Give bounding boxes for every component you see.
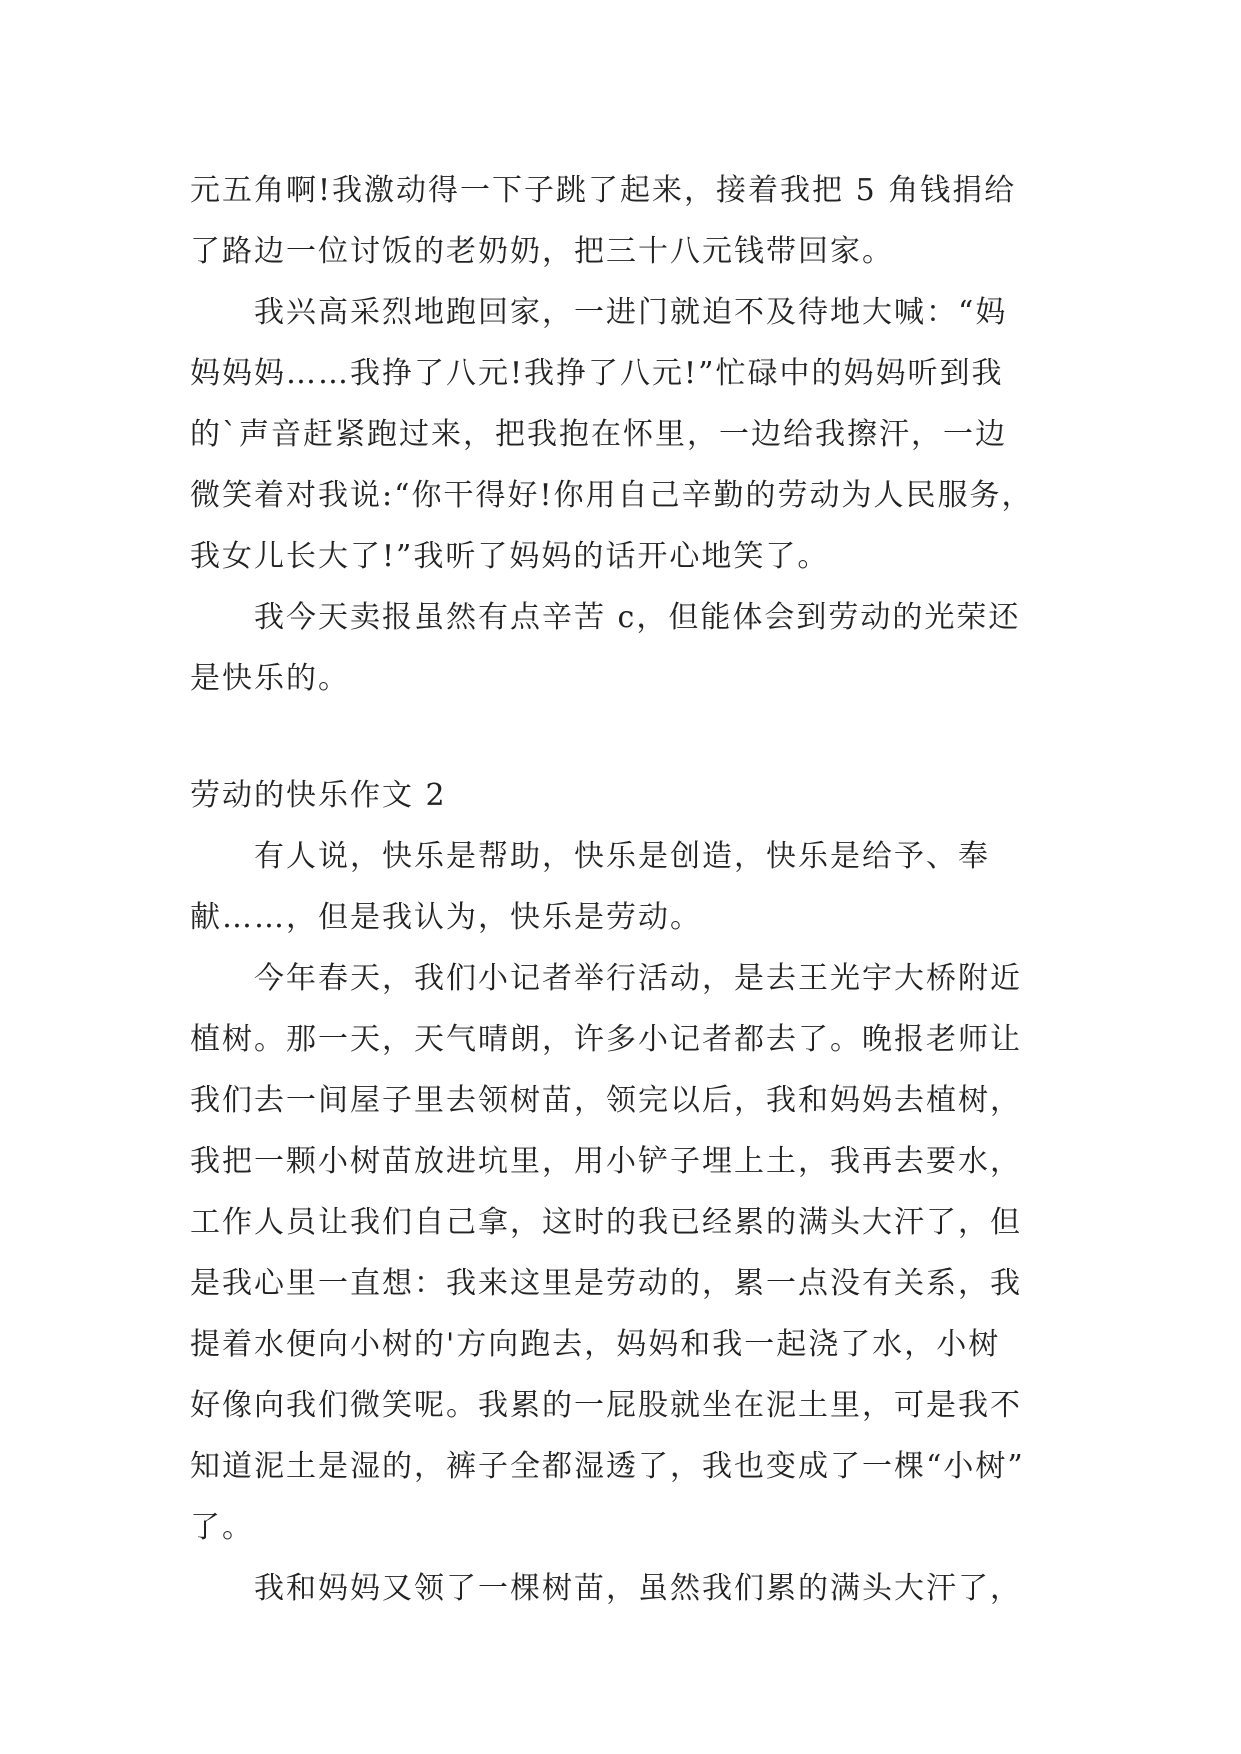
section-spacer — [190, 709, 1070, 765]
text-line: 是我心里一直想：我来这里是劳动的，累一点没有关系，我 — [190, 1266, 1022, 1301]
text-line: 我今天卖报虽然有点辛苦 c，但能体会到劳动的光荣还 — [254, 600, 1021, 635]
text-line: 工作人员让我们自己拿，这时的我已经累的满头大汗了，但 — [190, 1205, 1022, 1240]
text-line: 元五角啊!我激动得一下子跳了起来，接着我把 5 角钱捐给 — [190, 173, 1017, 208]
text-line: 我和妈妈又领了一棵树苗，虽然我们累的满头大汗了， — [254, 1571, 1022, 1606]
text-line: 知道泥土是湿的，裤子全都湿透了，我也变成了一棵“小树” — [190, 1449, 1025, 1484]
text-line: 我把一颗小树苗放进坑里，用小铲子埋上土，我再去要水， — [190, 1144, 1022, 1179]
text-line: 妈妈妈……我挣了八元!我挣了八元!”忙碌中的妈妈听到我 — [190, 356, 1004, 391]
text-line: 我们去一间屋子里去领树苗，领完以后，我和妈妈去植树， — [190, 1083, 1022, 1118]
text-line: 有人说，快乐是帮助，快乐是创造，快乐是给予、奉 — [254, 839, 990, 874]
text-line: 了。 — [190, 1510, 254, 1545]
text-line: 我女儿长大了!”我听了妈妈的话开心地笑了。 — [190, 539, 830, 574]
text-line: 提着水便向小树的'方向跑去，妈妈和我一起浇了水，小树 — [190, 1327, 1001, 1362]
text-line: 了路边一位讨饭的老奶奶，把三十八元钱带回家。 — [190, 234, 894, 269]
text-line: 是快乐的。 — [190, 661, 350, 696]
document-body — [190, 160, 1070, 1619]
text-line: 我兴高采烈地跑回家，一进门就迫不及待地大喊：“妈 — [254, 295, 1008, 330]
text-line: 今年春天，我们小记者举行活动，是去王光宇大桥附近 — [254, 961, 1022, 996]
text-line: 好像向我们微笑呢。我累的一屁股就坐在泥土里，可是我不 — [190, 1388, 1022, 1423]
text-line: 植树。那一天，天气晴朗，许多小记者都去了。晚报老师让 — [190, 1022, 1022, 1057]
text-line: 的`声音赶紧跑过来，把我抱在怀里，一边给我擦汗，一边 — [190, 417, 1007, 452]
text-line: 微笑着对我说:“你干得好!你用自己辛勤的劳动为人民服务， — [190, 478, 1034, 513]
text-line: 献……，但是我认为，快乐是劳动。 — [190, 900, 702, 935]
section-heading: 劳动的快乐作文 2 — [190, 778, 447, 813]
